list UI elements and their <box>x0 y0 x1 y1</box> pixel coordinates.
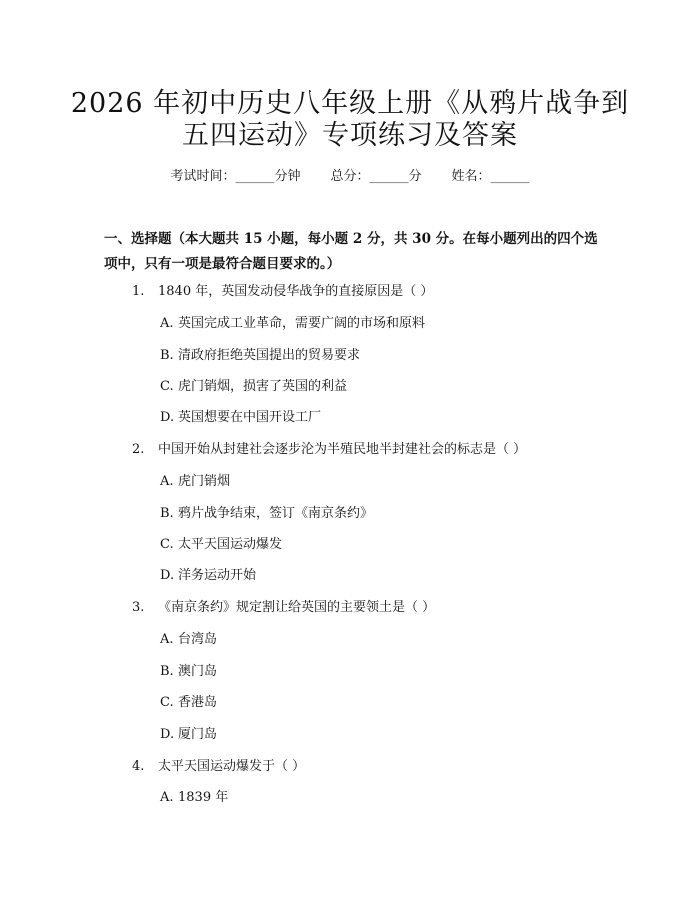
question-text: 《南京条约》规定割让给英国的主要领土是（ ） <box>158 600 436 615</box>
option-letter: D. <box>160 727 175 742</box>
question-1-option-d <box>160 409 321 427</box>
option-text: 香港岛 <box>178 695 218 710</box>
option-text: 澳门岛 <box>178 664 218 679</box>
option-letter: C. <box>160 379 174 394</box>
section-heading <box>104 227 624 277</box>
question-2-option-d <box>160 567 256 585</box>
option-text: 太平天国运动爆发 <box>178 537 283 552</box>
question-2-option-b <box>160 505 373 523</box>
question-3 <box>132 599 435 617</box>
option-letter: A. <box>160 474 174 489</box>
question-text: 太平天国运动爆发于（ ） <box>158 759 306 774</box>
option-letter: B. <box>160 348 174 363</box>
question-1-option-b <box>160 347 360 365</box>
option-letter: A. <box>160 316 174 331</box>
question-number: 1. <box>132 284 145 299</box>
option-text: 清政府拒绝英国提出的贸易要求 <box>178 348 361 363</box>
question-4 <box>132 758 305 776</box>
option-letter: C. <box>160 537 174 552</box>
option-letter: A. <box>160 632 174 647</box>
option-letter: B. <box>160 664 174 679</box>
question-number: 3. <box>132 600 145 615</box>
question-1-option-a <box>160 315 425 333</box>
option-text: 鸦片战争结束，签订《南京条约》 <box>178 506 374 521</box>
option-text: 1839 年 <box>178 790 229 805</box>
option-letter: A. <box>160 790 174 805</box>
total-score-field: 总分：______分 <box>330 169 422 184</box>
option-text: 虎门销烟 <box>178 474 231 489</box>
option-letter: D. <box>160 568 175 583</box>
question-3-option-c <box>160 694 217 712</box>
section-heading-line-2: 项中，只有一项是最符合题目要求的。） <box>104 256 341 272</box>
page-title-line-2: 五四运动》专项练习及答案 <box>182 120 518 151</box>
question-4-option-a <box>160 789 228 807</box>
question-2-option-a <box>160 473 230 491</box>
option-text: 厦门岛 <box>178 727 218 742</box>
question-2-option-c <box>160 536 282 554</box>
student-name-field: 姓名：______ <box>451 169 530 184</box>
question-1-option-c <box>160 378 347 396</box>
option-letter: D. <box>160 410 175 425</box>
option-letter: B. <box>160 506 174 521</box>
option-text: 台湾岛 <box>178 632 218 647</box>
option-text: 英国想要在中国开设工厂 <box>178 410 322 425</box>
question-3-option-a <box>160 631 217 649</box>
option-text: 洋务运动开始 <box>178 568 257 583</box>
option-text: 虎门销烟，损害了英国的利益 <box>178 379 348 394</box>
question-number: 2. <box>132 442 145 457</box>
question-1 <box>132 283 433 301</box>
option-text: 英国完成工业革命，需要广阔的市场和原料 <box>178 316 426 331</box>
question-3-option-d <box>160 726 217 744</box>
section-heading-line-1: 一、选择题（本大题共 15 小题，每小题 2 分，共 30 分。在每小题列出的四个选 <box>104 231 598 247</box>
option-letter: C. <box>160 695 174 710</box>
page-title-line-1: 2026 年初中历史八年级上册《从鸦片战争到 <box>70 88 630 119</box>
question-text: 中国开始从封建社会逐步沦为半殖民地半封建社会的标志是（ ） <box>158 442 527 457</box>
exam-time-field: 考试时间：______分钟 <box>170 169 301 184</box>
question-text: 1840 年，英国发动侵华战争的直接原因是（ ） <box>158 284 434 299</box>
question-2 <box>132 441 526 459</box>
question-3-option-b <box>160 663 217 681</box>
question-number: 4. <box>132 759 145 774</box>
exam-meta <box>0 168 700 186</box>
